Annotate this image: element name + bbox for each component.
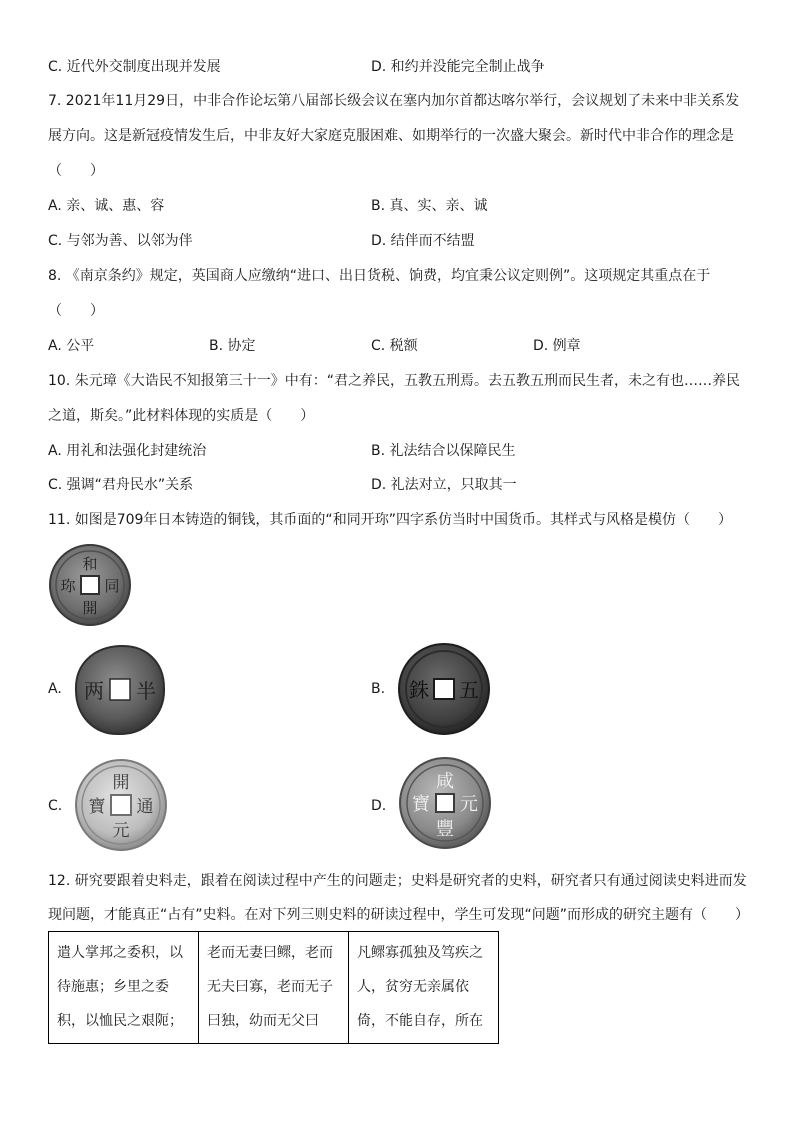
coin-char-left: 寶 [412,794,430,815]
q8-stem-line1: 8. 《南京条约》规定，英国商人应缴纳“进口、出日货税、饷费，均宜秉公议定则例”。这项规定其重点在于 [48,268,711,284]
coin-char-bottom: 元 [112,821,130,841]
coin-char-top: 和 [82,555,98,573]
coin-char-left: 銖 [409,678,429,702]
q8-option-c: C. 税额 [371,338,418,354]
q10-option-c: C. 强调“君舟民水”关系 [48,477,194,493]
q6-option-d: D. 和约并没能完全制止战争 [371,59,545,75]
source-cell-2 [199,932,349,1044]
xianfeng-yuanbao-coin-image [398,756,492,850]
coin-square-hole [434,679,454,699]
table-row [49,932,499,1044]
q8-answer-blank: （ ） [48,303,104,319]
q10-option-b: B. 礼法结合以保障民生 [371,443,516,459]
q10-stem-line2: 之道，斯矣。”此材料体现的实质是（ ） [48,408,315,424]
q8-option-a: A. 公平 [48,338,95,354]
coin-square-hole [111,795,131,815]
banliang-coin-image [72,642,168,738]
q6-option-c: C. 近代外交制度出现并发展 [48,59,221,75]
q8-option-d: D. 例章 [533,338,581,354]
coin-char-left: 珎 [60,577,76,595]
wadokaichin-coin-image [48,543,132,627]
kaiyuan-tongbao-coin-image [74,758,168,852]
q12-stem-line2: 现问题，才能真正“占有”史料。在对下列三则史料的研读过程中，学生可发现“问题”而形成的研究主题有（ ） [48,907,750,923]
q11-option-c-label: C. [48,798,63,814]
source-text-3: 凡鳏寡孤独及笃疾之人，贫穷无亲属依倚，不能自存，所在 [357,945,483,1029]
q7-answer-blank: （ ） [48,163,104,179]
q7-option-b: B. 真、实、亲、诚 [371,198,488,214]
q12-stem-line1: 12. 研究要跟着史料走，跟着在阅读过程中产生的问题走；史料是研究者的史料，研究者只有通过阅读史料进而发 [48,873,747,889]
coin-char-right: 半 [136,679,156,703]
coin-char-top: 開 [112,773,130,793]
coin-char-right: 元 [460,794,478,815]
coin-char-right: 同 [104,577,120,595]
coin-square-hole [81,576,99,594]
coin-char-left: 寶 [88,797,106,817]
coin-char-right: 五 [459,678,479,702]
q7-stem-line2: 展方向。这是新冠疫情发生后，中非友好大家庭克服困难、如期举行的一次盛大聚会。新时代中非合作的理念是 [48,128,734,144]
q11-option-b-label: B. [371,681,386,697]
wuzhu-coin-image [397,642,491,736]
q8-option-b: B. 协定 [209,338,256,354]
q7-option-a: A. 亲、诚、惠、容 [48,198,165,214]
historical-sources-table [48,931,499,1044]
q11-stem-line1: 11. 如图是709年日本铸造的铜钱，其币面的“和同开珎”四字系仿当时中国货币。其样式与风格是模仿（ ） [48,512,732,528]
q11-option-d-label: D. [371,798,387,814]
q7-stem-line1: 7. 2021年11月29日，中非合作论坛第八届部长级会议在塞内加尔首都达喀尔举行，会议规划了未来中非关系发 [48,93,740,109]
q7-option-c: C. 与邻为善、以邻为伴 [48,233,193,249]
q10-option-a: A. 用礼和法强化封建统治 [48,443,207,459]
coin-char-bottom: 豐 [436,819,454,840]
coin-char-top: 咸 [436,771,454,792]
source-text-2: 老而无妻曰鳏，老而无夫曰寡，老而无子曰独，幼而无父曰 [207,945,333,1029]
coin-char-left: 两 [84,679,104,703]
q10-option-d: D. 礼法对立，只取其一 [371,477,517,493]
q11-option-a-label: A. [48,681,62,697]
coin-square-hole [110,679,130,700]
q7-option-d: D. 结伴而不结盟 [371,233,475,249]
source-cell-3 [349,932,499,1044]
source-text-1: 遣人掌邦之委积，以待施惠；乡里之委积，以恤民之艰阨； [57,945,183,1029]
source-cell-1 [49,932,199,1044]
coin-square-hole [436,794,454,812]
coin-char-right: 通 [136,797,154,817]
q10-stem-line1: 10. 朱元璋《大诰民不知报第三十一》中有：“君之养民，五教五刑焉。去五教五刑而民生者，未之有也……养民 [48,373,740,389]
coin-char-bottom: 開 [82,599,98,617]
